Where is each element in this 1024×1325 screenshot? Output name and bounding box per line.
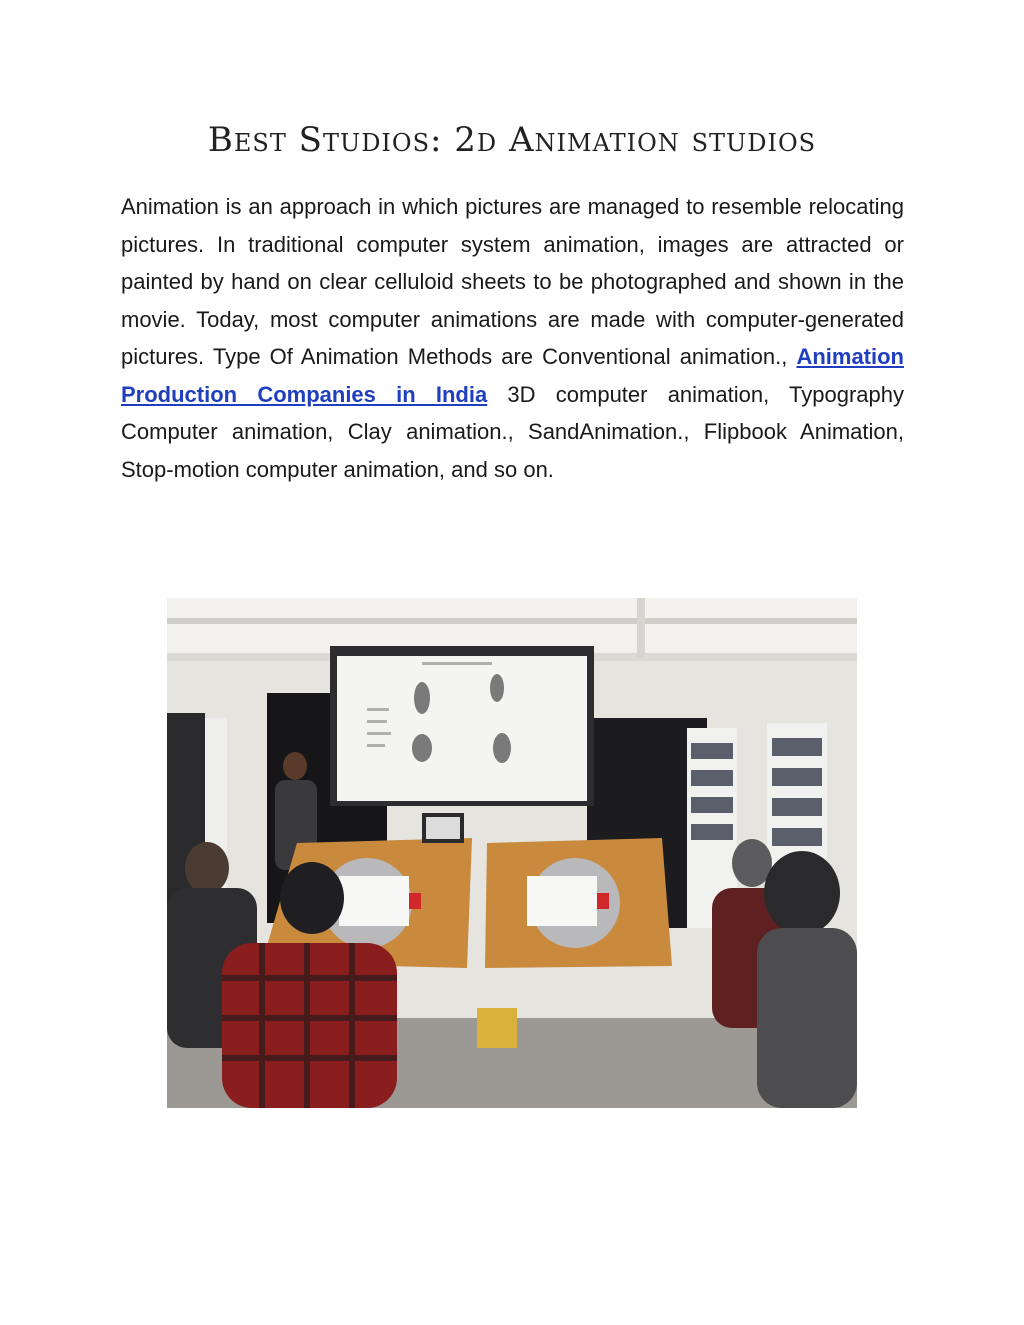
animation-production-link[interactable]: Animation Production Companies in India: [121, 344, 904, 407]
paragraph-text-start: Animation is an approach in which pictures are managed to resemble relocating pictures. In traditional computer system animation, images are attracted or painted by hand on clear celluloid sheets to be photographed and shown in the movie. Today, most computer animations are made with computer-generated pictures. Type Of Animation Methods are Conventional animation.,: [121, 194, 904, 369]
paragraph-text-end: 3D computer animation, Typography Computer animation, Clay animation., SandAnimation., Flipbook Animation, Stop-motion computer animation, and so on.: [121, 381, 904, 482]
page-title: Best Studios: 2d Animation studios: [207, 120, 817, 160]
classroom-photo: [167, 598, 857, 1108]
body-paragraph: [121, 188, 904, 488]
